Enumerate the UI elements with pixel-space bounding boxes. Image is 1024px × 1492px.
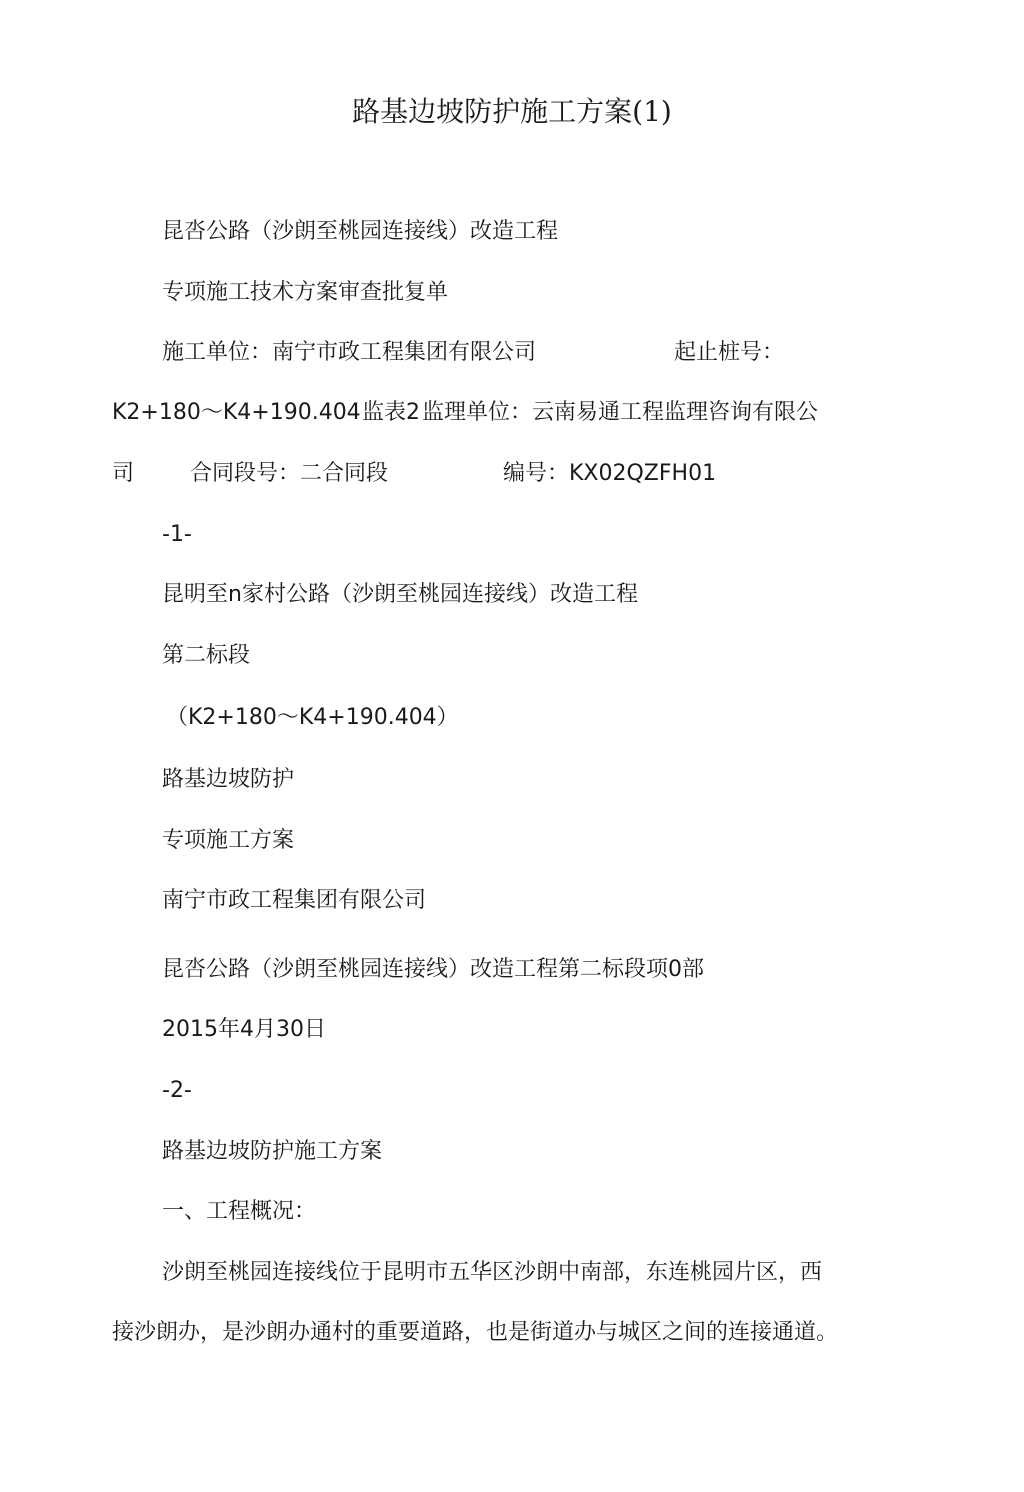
body-heading: 路基边坡防护施工方案 xyxy=(162,1139,383,1164)
paragraph-line-1: 沙朗至桃园连接线位于昆明市五华区沙朗中南部，东连桃园片区，西 xyxy=(162,1260,823,1285)
chainage-label: 起止桩号： xyxy=(674,340,785,365)
form-title: 专项施工技术方案审查批复单 xyxy=(162,280,449,305)
document-title: 路基边坡防护施工方案(1) xyxy=(352,95,672,128)
project-full-name: 昆明至n家村公路（沙朗至桃园连接线）改造工程 xyxy=(162,582,638,607)
contract-section: 合同段号：二合同段 xyxy=(190,461,389,486)
page-marker-2: -2- xyxy=(162,1078,192,1103)
contractor-line: 施工单位：南宁市政工程集团有限公司 xyxy=(162,340,537,365)
doc-type-line: 专项施工方案 xyxy=(162,828,295,853)
department-line: 昆呇公路（沙朗至桃园连接线）改造工程第二标段项0部 xyxy=(162,957,704,982)
subject-line: 路基边坡防护 xyxy=(162,767,295,792)
paragraph-line-2: 接沙朗办，是沙朗办通村的重要道路，也是街道办与城区之间的连接通道。 xyxy=(112,1320,839,1345)
chainage-value: K2+180～K4+190.404 xyxy=(112,400,361,425)
section-heading-1: 一、工程概况： xyxy=(162,1199,317,1224)
page-marker-1: -1- xyxy=(162,522,192,547)
section-name: 第二标段 xyxy=(162,643,251,668)
form-code: 监表2 xyxy=(362,400,420,425)
date-line: 2015年4月30日 xyxy=(162,1017,326,1042)
project-line: 昆呇公路（沙朗至桃园连接线）改造工程 xyxy=(162,219,559,244)
serial-number: 编号：KX02QZFH01 xyxy=(503,461,717,486)
chainage-range: （K2+180～K4+190.404） xyxy=(166,705,459,730)
supervisor-line: 监理单位：云南易通工程监理咨询有限公 xyxy=(422,400,819,425)
supervisor-line-continued: 司 xyxy=(112,461,135,486)
company-line: 南宁市政工程集团有限公司 xyxy=(162,888,427,913)
